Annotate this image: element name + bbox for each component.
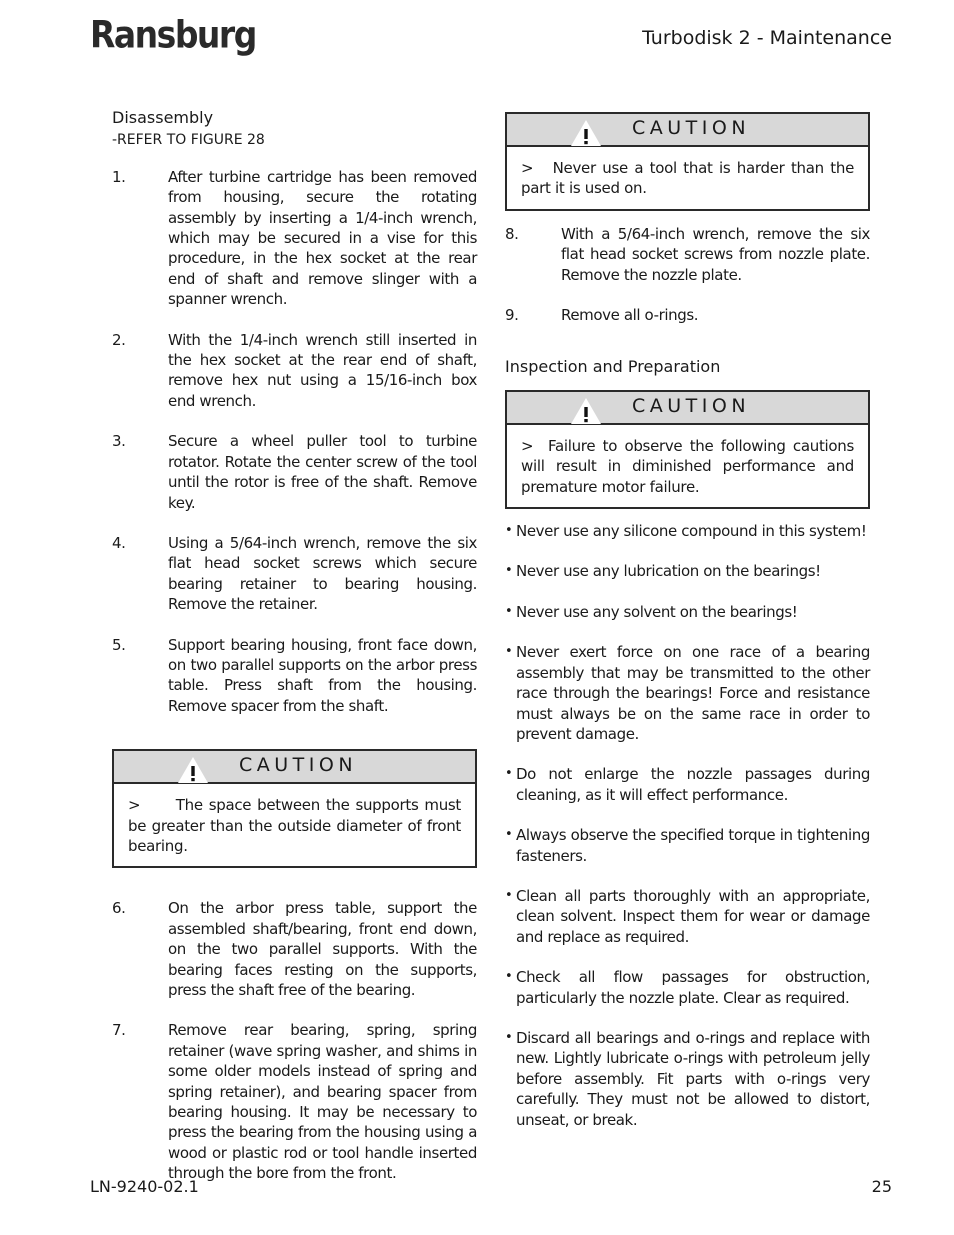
ransburg-logo: Ransburg [90,12,256,57]
step-text: Secure a wheel puller tool to turbine rotator. Rotate the center screw of the tool until the rotor is free of the shaft. Remove key. [168,432,477,512]
step-number: 4. [112,533,126,552]
list-item-text: Do not enlarge the nozzle passages during cleaning, as it will effect performance. [516,765,870,804]
left-column [112,108,477,1184]
step-number: 6. [112,899,126,918]
caution-text: The space between the supports must be greater than the outside diameter of front bearing. [128,796,461,855]
caution-marker: > [521,436,534,455]
step-number: 3. [112,432,126,451]
bullet-marker: • [505,1029,513,1045]
step-number: 9. [505,306,519,325]
document-number: LN-9240-02.1 [90,1177,199,1196]
step-text: On the arbor press table, support the assembled shaft/bearing, front end down, on the two parallel supports. With the bearing faces resting on the supports, press the shaft free of the bearing. [168,899,477,999]
list-item-text: Check all flow passages for obstruction, particularly the nozzle plate. Clear as required. [516,968,870,1007]
list-item-text: Never use any silicone compound in this system! [516,522,867,541]
bullet-marker: • [505,523,513,539]
list-item-text: Discard all bearings and o-rings and replace with new. Lightly lubricate o-rings with petroleum jelly before assembly. Fit parts with o-rings very carefully. They must not be allowed to distort, unseat, or break. [516,1028,870,1129]
disassembly-heading: Disassembly [112,108,214,127]
step-1 [112,167,477,310]
step-9 [505,305,870,325]
caution-box-tool [505,112,870,211]
bullet-marker: • [505,766,513,782]
caution-box-supports [112,749,477,868]
step-text: With a 5/64-inch wrench, remove the six flat head socket screws from nozzle plate. Remove the nozzle plate. [561,224,870,284]
step-text: Remove all o-rings. [561,306,699,325]
step-6 [112,898,477,1000]
bullet-marker: • [505,969,513,985]
caution-title: CAUTION [632,394,751,417]
warning-triangle-icon [177,756,209,784]
caution-body [507,425,868,507]
list-item [505,825,870,866]
bullet-marker: • [505,827,513,843]
step-text: Using a 5/64-inch wrench, remove the six flat head socket screws which secure bearing retainer to bearing housing. Remove the retainer. [168,533,477,614]
caution-body [114,784,475,866]
step-text: Remove rear bearing, spring, spring retainer (wave spring washer, and shims in some older models instead of spring and spring retainer), and bearing spacer from bearing housing. It may be necessary to press the bearing from the housing using a wood or plastic rod or tool handle inserted through the bore from the front. [168,1021,477,1183]
right-column [505,112,870,1130]
bullet-marker: • [505,563,513,579]
step-number: 1. [112,167,126,186]
caution-header [507,392,868,425]
list-item [505,521,870,541]
step-number: 5. [112,635,126,654]
list-item-text: Never use any lubrication on the bearings! [516,562,821,581]
caution-header [507,114,868,147]
step-number: 7. [112,1021,126,1040]
bullet-marker: • [505,644,513,660]
page-header-title: Turbodisk 2 - Maintenance [642,27,892,49]
step-5 [112,635,477,717]
caution-header [114,751,475,784]
list-item-text: Never exert force on one race of a bearing assembly that may be transmitted to the other race through the bearings! Force and resistance must always be on the same race in order to prevent damage. [516,643,870,743]
warning-triangle-icon [570,397,602,425]
step-number: 2. [112,330,126,349]
step-text: After turbine cartridge has been removed from housing, secure the rotating assembly by inserting a 1/4-inch wrench, which may be secured in a vise for this procedure, in the hex socket at the rear end of shaft and remove slinger with a spanner wrench. [168,167,477,309]
caution-box-failure [505,390,870,509]
figure-reference: -REFER TO FIGURE 28 [112,132,265,149]
list-item [505,602,870,622]
warning-triangle-icon [570,119,602,147]
list-item-text: Clean all parts thoroughly with an appropriate, clean solvent. Inspect them for wear or damage and replace as required. [516,886,870,946]
step-text: With the 1/4-inch wrench still inserted in the hex socket at the rear end of shaft, remove hex nut using a 15/16-inch box end wrench. [168,330,477,410]
caution-text: Failure to observe the following cautions will result in diminished performance and premature motor failure. [521,436,855,496]
caution-marker: > [128,796,141,815]
list-item [505,642,870,744]
step-number: 8. [505,224,519,243]
step-2 [112,330,477,412]
bullet-marker: • [505,887,513,903]
caution-title: CAUTION [239,754,358,777]
inspection-heading: Inspection and Preparation [505,357,721,377]
step-3 [112,431,477,513]
caution-body [507,147,868,209]
inspection-list [505,521,870,1130]
bullet-marker: • [505,603,513,619]
page-number: 25 [871,1177,892,1196]
list-item [505,1028,870,1130]
list-item [505,967,870,1008]
list-item [505,886,870,947]
step-4 [112,533,477,615]
step-8 [505,224,870,285]
step-7 [112,1020,477,1183]
caution-marker: > [521,159,534,177]
list-item-text: Never use any solvent on the bearings! [516,602,798,621]
list-item [505,764,870,805]
list-item [505,561,870,581]
caution-title: CAUTION [632,117,751,139]
step-text: Support bearing housing, front face down, on two parallel supports on the arbor press table. Press shaft from the housing. Remove spacer from the shaft. [168,635,477,715]
list-item-text: Always observe the specified torque in tightening fasteners. [516,826,870,865]
caution-text: Never use a tool that is harder than the part it is used on. [521,159,854,198]
